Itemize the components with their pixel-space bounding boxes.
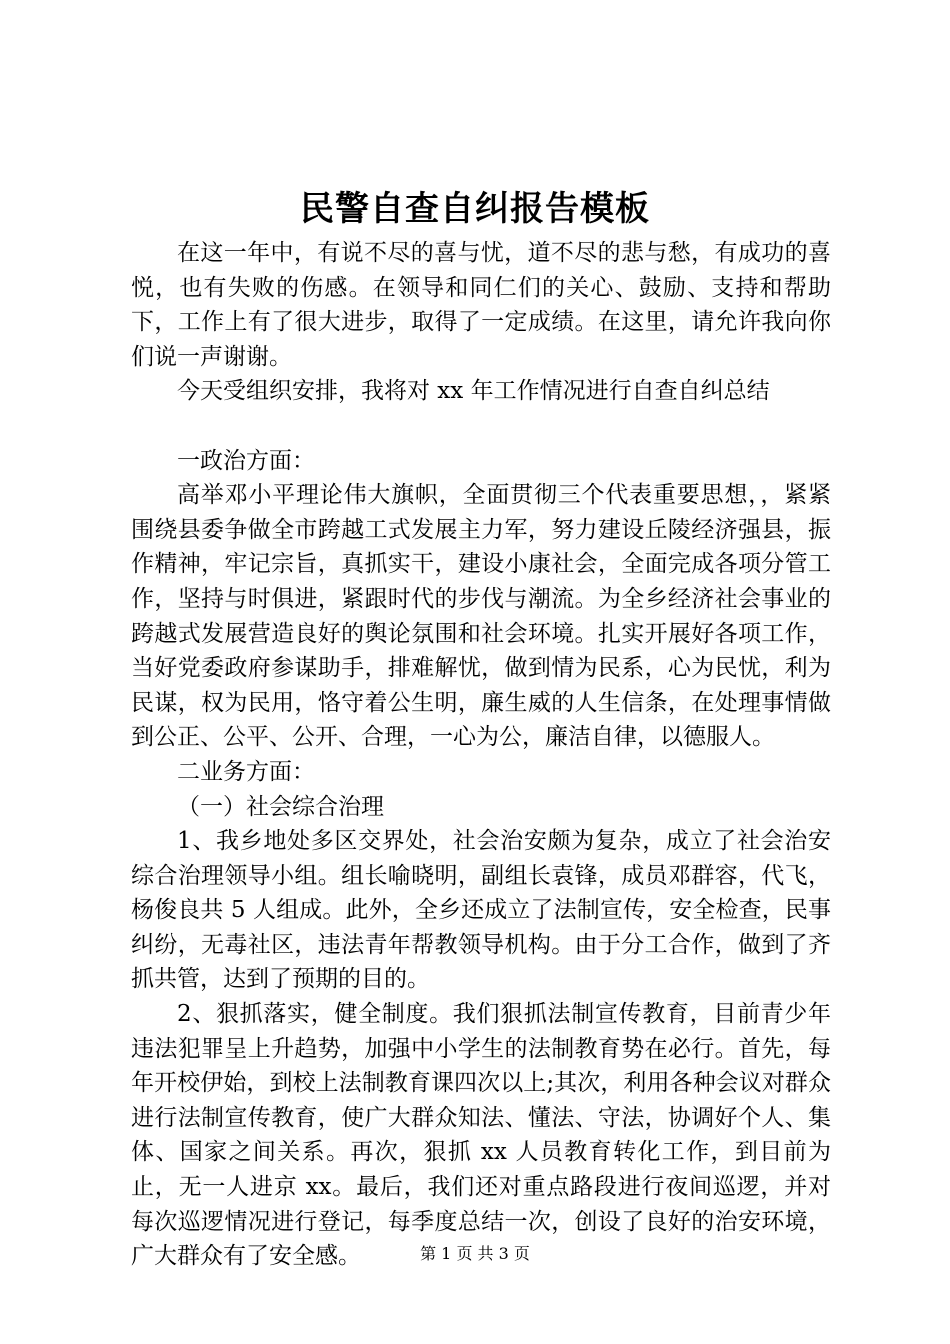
document-body: [131, 236, 831, 1274]
section-heading-politics: 一政治方面：: [177, 447, 315, 474]
section-heading-business: 二业务方面：: [177, 758, 315, 785]
paragraph-purpose: 今天受组织安排，我将对 xx 年工作情况进行自查自纠总结: [177, 378, 770, 405]
page-number-footer: 第 1 页 共 3 页: [420, 1244, 530, 1263]
paragraph-governance-2: 2、狠抓落实，健全制度。我们狠抓法制宣传教育，目前青少年违法犯罪呈上升趋势，加强中小学生的法制教育势在必行。首先，每年开校伊始，到校上法制教育课四次以上;其次，利用各种会议对群众进行法制宣传教育，使广大群众知法、懂法、守法，协调好个人、集体、国家之间关系。再次，狠抓 xx 人员教育转化工作，到目前为止，无一人进京 xx。最后，我们还对重点路段进行夜间巡逻，并对每次巡逻情况进行登记，每季度总结一次，创设了良好的治安环境，广大群众有了安全感。: [131, 1001, 831, 1270]
document-title: 民警自查自纠报告模板: [300, 189, 650, 229]
paragraph-governance-1: 1、我乡地处多区交界处，社会治安颇为复杂，成立了社会治安综合治理领导小组。组长喻晓明，副组长袁锋，成员邓群容，代飞，杨俊良共 5 人组成。此外，全乡还成立了法制宣传，安全检查，民事纠纷，无毒社区，违法青年帮教领导机构。由于分工合作，做到了齐抓共管，达到了预期的目的。: [131, 828, 831, 993]
subsection-heading-governance: （一）社会综合治理: [177, 793, 384, 820]
blank-line: [131, 409, 831, 444]
paragraph-intro: 在这一年中，有说不尽的喜与忧，道不尽的悲与愁，有成功的喜悦，也有失败的伤感。在领导和同仁们的关心、鼓励、支持和帮助下，工作上有了很大进步，取得了一定成绩。在这里，请允许我向你们说一声谢谢。: [131, 240, 831, 370]
paragraph-politics: 高举邓小平理论伟大旗帜，全面贯彻三个代表重要思想，，紧紧围绕县委争做全市跨越工式发展主力军，努力建设丘陵经济强县，振作精神，牢记宗旨，真抓实干，建设小康社会，全面完成各项分管工作，坚持与时俱进，紧跟时代的步伐与潮流。为全乡经济社会事业的跨越式发展营造良好的舆论氛围和社会环境。扎实开展好各项工作，当好党委政府参谋助手，排难解忧，做到情为民系，心为民忧，利为民谋，权为民用，恪守着公生明，廉生威的人生信条，在处理事情做到公正、公平、公开、合理，一心为公，廉洁自律，以德服人。: [131, 482, 831, 751]
